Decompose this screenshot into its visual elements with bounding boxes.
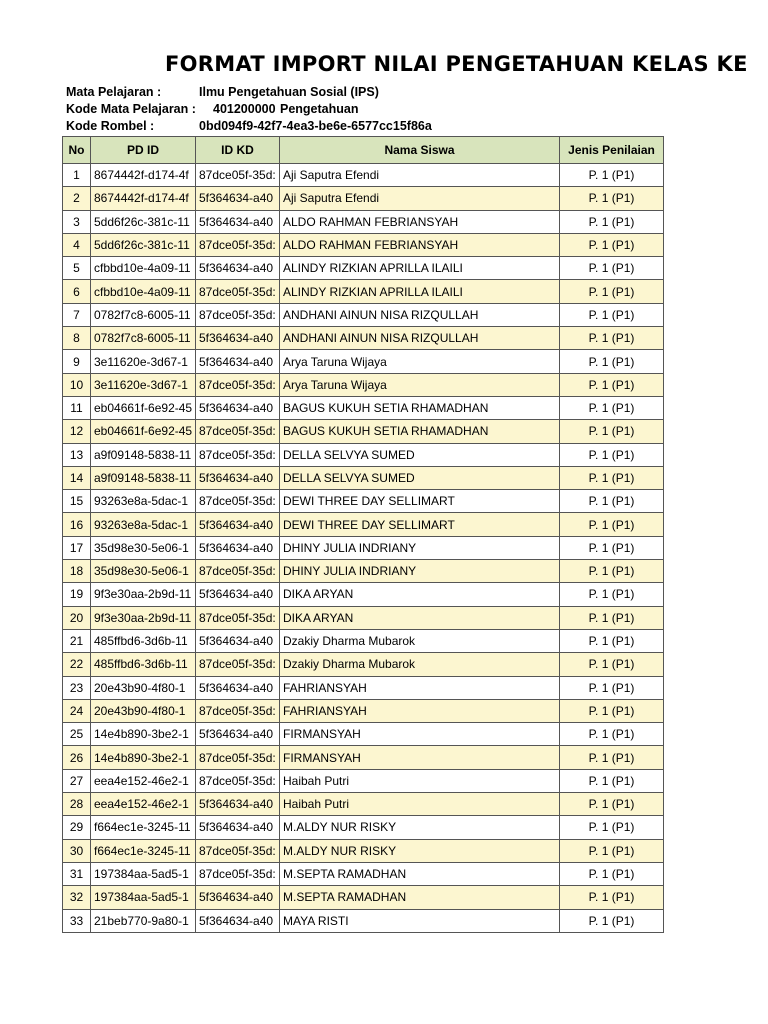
nilai-table [62,136,664,933]
table-row[interactable] [63,909,664,932]
cell-jenis-penilaian[interactable]: P. 1 (P1) [560,793,664,816]
cell-id-kd[interactable]: 5f364634-a40 [196,396,280,419]
col-header-jenis-penilaian: Jenis Penilaian [560,137,664,164]
cell-no[interactable]: 32 [63,886,91,909]
cell-jenis-penilaian[interactable]: P. 1 (P1) [560,909,664,932]
cell-id-kd[interactable]: 5f364634-a40 [196,536,280,559]
cell-nama-siswa[interactable]: DEWI THREE DAY SELLIMART [280,490,560,513]
rombel-label: Kode Rombel : [66,119,155,133]
cell-id-kd[interactable]: 5f364634-a40 [196,793,280,816]
cell-nama-siswa[interactable]: DELLA SELVYA SUMED [280,466,560,489]
cell-pd-id[interactable]: 5dd6f26c-381c-11 [91,233,196,256]
cell-jenis-penilaian[interactable]: P. 1 (P1) [560,862,664,885]
table-row[interactable] [63,303,664,326]
cell-no[interactable]: 27 [63,769,91,792]
cell-no[interactable]: 26 [63,746,91,769]
cell-nama-siswa[interactable]: Aji Saputra Efendi [280,187,560,210]
cell-nama-siswa[interactable]: M.SEPTA RAMADHAN [280,886,560,909]
cell-pd-id[interactable]: 8674442f-d174-4f [91,164,196,187]
cell-pd-id[interactable]: eb04661f-6e92-45 [91,420,196,443]
cell-id-kd[interactable]: 87dce05f-35d: [196,443,280,466]
cell-pd-id[interactable]: 20e43b90-4f80-1 [91,676,196,699]
cell-no[interactable]: 2 [63,187,91,210]
table-row[interactable] [63,233,664,256]
cell-nama-siswa[interactable]: Haibah Putri [280,769,560,792]
cell-pd-id[interactable]: 35d98e30-5e06-1 [91,560,196,583]
cell-jenis-penilaian[interactable]: P. 1 (P1) [560,187,664,210]
cell-pd-id[interactable]: 14e4b890-3be2-1 [91,723,196,746]
cell-no[interactable]: 13 [63,443,91,466]
cell-jenis-penilaian[interactable]: P. 1 (P1) [560,606,664,629]
cell-id-kd[interactable]: 87dce05f-35d: [196,769,280,792]
cell-jenis-penilaian[interactable]: P. 1 (P1) [560,676,664,699]
cell-nama-siswa[interactable]: FIRMANSYAH [280,723,560,746]
cell-no[interactable]: 11 [63,396,91,419]
cell-pd-id[interactable]: 35d98e30-5e06-1 [91,536,196,559]
meta-kode [66,102,359,116]
cell-id-kd[interactable]: 5f364634-a40 [196,187,280,210]
mapel-label: Mata Pelajaran : [66,85,162,99]
cell-no[interactable]: 9 [63,350,91,373]
cell-jenis-penilaian[interactable]: P. 1 (P1) [560,723,664,746]
cell-id-kd[interactable]: 87dce05f-35d: [196,560,280,583]
cell-pd-id[interactable]: 93263e8a-5dac-1 [91,490,196,513]
cell-no[interactable]: 19 [63,583,91,606]
cell-pd-id[interactable]: 3e11620e-3d67-1 [91,350,196,373]
cell-nama-siswa[interactable]: Dzakiy Dharma Mubarok [280,629,560,652]
cell-pd-id[interactable]: eea4e152-46e2-1 [91,769,196,792]
cell-id-kd[interactable]: 5f364634-a40 [196,723,280,746]
cell-jenis-penilaian[interactable]: P. 1 (P1) [560,257,664,280]
table-row[interactable] [63,862,664,885]
cell-jenis-penilaian[interactable]: P. 1 (P1) [560,513,664,536]
cell-jenis-penilaian[interactable]: P. 1 (P1) [560,886,664,909]
cell-nama-siswa[interactable]: ALDO RAHMAN FEBRIANSYAH [280,233,560,256]
cell-no[interactable]: 6 [63,280,91,303]
cell-nama-siswa[interactable]: ANDHANI AINUN NISA RIZQULLAH [280,327,560,350]
cell-id-kd[interactable]: 87dce05f-35d: [196,490,280,513]
cell-jenis-penilaian[interactable]: P. 1 (P1) [560,839,664,862]
table-row[interactable] [63,490,664,513]
cell-jenis-penilaian[interactable]: P. 1 (P1) [560,746,664,769]
table-row[interactable] [63,793,664,816]
cell-pd-id[interactable]: 20e43b90-4f80-1 [91,699,196,722]
col-header-id-kd: ID KD [196,137,280,164]
cell-pd-id[interactable]: 9f3e30aa-2b9d-11 [91,583,196,606]
table-row[interactable] [63,583,664,606]
cell-pd-id[interactable]: f664ec1e-3245-11 [91,816,196,839]
cell-no[interactable]: 31 [63,862,91,885]
cell-nama-siswa[interactable]: M.ALDY NUR RISKY [280,816,560,839]
cell-id-kd[interactable]: 87dce05f-35d: [196,280,280,303]
cell-jenis-penilaian[interactable]: P. 1 (P1) [560,303,664,326]
cell-jenis-penilaian[interactable]: P. 1 (P1) [560,280,664,303]
mapel-value: Ilmu Pengetahuan Sosial (IPS) [199,85,379,99]
col-header-nama-siswa: Nama Siswa [280,137,560,164]
table-row[interactable] [63,769,664,792]
cell-jenis-penilaian[interactable]: P. 1 (P1) [560,629,664,652]
kode-label: Kode Mata Pelajaran : [66,102,196,116]
cell-pd-id[interactable]: a9f09148-5838-11 [91,443,196,466]
cell-pd-id[interactable]: 93263e8a-5dac-1 [91,513,196,536]
cell-no[interactable]: 29 [63,816,91,839]
table-row[interactable] [63,746,664,769]
cell-nama-siswa[interactable]: Dzakiy Dharma Mubarok [280,653,560,676]
cell-nama-siswa[interactable]: ALINDY RIZKIAN APRILLA ILAILI [280,280,560,303]
cell-id-kd[interactable]: 87dce05f-35d: [196,420,280,443]
cell-id-kd[interactable]: 5f364634-a40 [196,466,280,489]
cell-pd-id[interactable]: 8674442f-d174-4f [91,187,196,210]
table-row[interactable] [63,560,664,583]
cell-no[interactable]: 16 [63,513,91,536]
cell-nama-siswa[interactable]: DHINY JULIA INDRIANY [280,536,560,559]
cell-pd-id[interactable]: 0782f7c8-6005-11 [91,303,196,326]
cell-jenis-penilaian[interactable]: P. 1 (P1) [560,466,664,489]
cell-jenis-penilaian[interactable]: P. 1 (P1) [560,396,664,419]
cell-pd-id[interactable]: cfbbd10e-4a09-11 [91,280,196,303]
cell-id-kd[interactable]: 5f364634-a40 [196,210,280,233]
cell-jenis-penilaian[interactable]: P. 1 (P1) [560,233,664,256]
cell-nama-siswa[interactable]: MAYA RISTI [280,909,560,932]
table-row[interactable] [63,257,664,280]
table-row[interactable] [63,210,664,233]
cell-id-kd[interactable]: 87dce05f-35d: [196,653,280,676]
table-row[interactable] [63,699,664,722]
table-row[interactable] [63,886,664,909]
cell-nama-siswa[interactable]: ALINDY RIZKIAN APRILLA ILAILI [280,257,560,280]
table-row[interactable] [63,420,664,443]
cell-pd-id[interactable]: eea4e152-46e2-1 [91,793,196,816]
cell-nama-siswa[interactable]: Arya Taruna Wijaya [280,350,560,373]
cell-pd-id[interactable]: 14e4b890-3be2-1 [91,746,196,769]
table-row[interactable] [63,187,664,210]
table-row[interactable] [63,839,664,862]
cell-jenis-penilaian[interactable]: P. 1 (P1) [560,350,664,373]
cell-pd-id[interactable]: 485ffbd6-3d6b-11 [91,629,196,652]
table-row[interactable] [63,653,664,676]
table-row[interactable] [63,327,664,350]
table-row[interactable] [63,396,664,419]
cell-id-kd[interactable]: 87dce05f-35d: [196,373,280,396]
cell-nama-siswa[interactable]: M.ALDY NUR RISKY [280,839,560,862]
cell-jenis-penilaian[interactable]: P. 1 (P1) [560,699,664,722]
table-row[interactable] [63,280,664,303]
cell-nama-siswa[interactable]: DIKA ARYAN [280,583,560,606]
cell-jenis-penilaian[interactable]: P. 1 (P1) [560,420,664,443]
table-row[interactable] [63,816,664,839]
cell-no[interactable]: 8 [63,327,91,350]
cell-no[interactable]: 24 [63,699,91,722]
cell-jenis-penilaian[interactable]: P. 1 (P1) [560,536,664,559]
cell-id-kd[interactable]: 5f364634-a40 [196,909,280,932]
cell-jenis-penilaian[interactable]: P. 1 (P1) [560,373,664,396]
cell-nama-siswa[interactable]: DELLA SELVYA SUMED [280,443,560,466]
cell-id-kd[interactable]: 87dce05f-35d: [196,164,280,187]
cell-nama-siswa[interactable]: DEWI THREE DAY SELLIMART [280,513,560,536]
cell-id-kd[interactable]: 5f364634-a40 [196,629,280,652]
cell-pd-id[interactable]: 21beb770-9a80-1 [91,909,196,932]
table-header-row [63,137,664,164]
cell-id-kd[interactable]: 87dce05f-35d: [196,699,280,722]
cell-id-kd[interactable]: 5f364634-a40 [196,886,280,909]
cell-id-kd[interactable]: 87dce05f-35d: [196,746,280,769]
cell-id-kd[interactable]: 5f364634-a40 [196,676,280,699]
cell-no[interactable]: 33 [63,909,91,932]
cell-nama-siswa[interactable]: M.SEPTA RAMADHAN [280,862,560,885]
table-row[interactable] [63,443,664,466]
table-row[interactable] [63,373,664,396]
cell-no[interactable]: 23 [63,676,91,699]
cell-nama-siswa[interactable]: BAGUS KUKUH SETIA RHAMADHAN [280,396,560,419]
table-row[interactable] [63,513,664,536]
cell-no[interactable]: 3 [63,210,91,233]
cell-no[interactable]: 12 [63,420,91,443]
cell-id-kd[interactable]: 5f364634-a40 [196,583,280,606]
cell-pd-id[interactable]: 485ffbd6-3d6b-11 [91,653,196,676]
cell-pd-id[interactable]: a9f09148-5838-11 [91,466,196,489]
cell-nama-siswa[interactable]: FIRMANSYAH [280,746,560,769]
cell-pd-id[interactable]: eb04661f-6e92-45 [91,396,196,419]
cell-jenis-penilaian[interactable]: P. 1 (P1) [560,443,664,466]
kode-type: Pengetahuan [280,102,359,116]
table-row[interactable] [63,606,664,629]
cell-jenis-penilaian[interactable]: P. 1 (P1) [560,816,664,839]
cell-no[interactable]: 14 [63,466,91,489]
cell-id-kd[interactable]: 87dce05f-35d: [196,303,280,326]
cell-jenis-penilaian[interactable]: P. 1 (P1) [560,560,664,583]
cell-id-kd[interactable]: 5f364634-a40 [196,816,280,839]
cell-nama-siswa[interactable]: ALDO RAHMAN FEBRIANSYAH [280,210,560,233]
cell-jenis-penilaian[interactable]: P. 1 (P1) [560,653,664,676]
cell-jenis-penilaian[interactable]: P. 1 (P1) [560,490,664,513]
table-body [63,164,664,933]
cell-nama-siswa[interactable]: FAHRIANSYAH [280,699,560,722]
cell-no[interactable]: 1 [63,164,91,187]
cell-nama-siswa[interactable]: ANDHANI AINUN NISA RIZQULLAH [280,303,560,326]
cell-no[interactable]: 10 [63,373,91,396]
cell-no[interactable]: 20 [63,606,91,629]
cell-pd-id[interactable]: 0782f7c8-6005-11 [91,327,196,350]
cell-id-kd[interactable]: 5f364634-a40 [196,257,280,280]
col-header-pd-id: PD ID [91,137,196,164]
rombel-value: 0bd094f9-42f7-4ea3-be6e-6577cc15f86a [199,119,432,133]
meta-rombel [66,119,432,133]
cell-jenis-penilaian[interactable]: P. 1 (P1) [560,327,664,350]
table-row[interactable] [63,164,664,187]
cell-nama-siswa[interactable]: Aji Saputra Efendi [280,164,560,187]
cell-no[interactable]: 5 [63,257,91,280]
cell-jenis-penilaian[interactable]: P. 1 (P1) [560,164,664,187]
cell-pd-id[interactable]: 197384aa-5ad5-1 [91,862,196,885]
cell-no[interactable]: 25 [63,723,91,746]
cell-pd-id[interactable]: 197384aa-5ad5-1 [91,886,196,909]
cell-id-kd[interactable]: 5f364634-a40 [196,350,280,373]
cell-nama-siswa[interactable]: Haibah Putri [280,793,560,816]
cell-no[interactable]: 28 [63,793,91,816]
cell-nama-siswa[interactable]: FAHRIANSYAH [280,676,560,699]
meta-mapel [66,85,379,99]
cell-id-kd[interactable]: 87dce05f-35d: [196,839,280,862]
cell-nama-siswa[interactable]: BAGUS KUKUH SETIA RHAMADHAN [280,420,560,443]
page-title: FORMAT IMPORT NILAI PENGETAHUAN KELAS KE [165,52,748,76]
cell-pd-id[interactable]: 9f3e30aa-2b9d-11 [91,606,196,629]
cell-pd-id[interactable]: 5dd6f26c-381c-11 [91,210,196,233]
cell-jenis-penilaian[interactable]: P. 1 (P1) [560,210,664,233]
table-row[interactable] [63,676,664,699]
cell-id-kd[interactable]: 5f364634-a40 [196,327,280,350]
cell-jenis-penilaian[interactable]: P. 1 (P1) [560,769,664,792]
cell-no[interactable]: 7 [63,303,91,326]
kode-value: 401200000 [213,102,276,116]
cell-no[interactable]: 15 [63,490,91,513]
table-row[interactable] [63,629,664,652]
cell-id-kd[interactable]: 87dce05f-35d: [196,233,280,256]
table-row[interactable] [63,350,664,373]
table-row[interactable] [63,536,664,559]
table-row[interactable] [63,723,664,746]
cell-jenis-penilaian[interactable]: P. 1 (P1) [560,583,664,606]
cell-no[interactable]: 4 [63,233,91,256]
cell-no[interactable]: 17 [63,536,91,559]
cell-no[interactable]: 18 [63,560,91,583]
cell-id-kd[interactable]: 5f364634-a40 [196,513,280,536]
cell-no[interactable]: 22 [63,653,91,676]
cell-id-kd[interactable]: 87dce05f-35d: [196,862,280,885]
cell-pd-id[interactable]: cfbbd10e-4a09-11 [91,257,196,280]
cell-pd-id[interactable]: f664ec1e-3245-11 [91,839,196,862]
cell-nama-siswa[interactable]: Arya Taruna Wijaya [280,373,560,396]
table-row[interactable] [63,466,664,489]
cell-nama-siswa[interactable]: DIKA ARYAN [280,606,560,629]
cell-pd-id[interactable]: 3e11620e-3d67-1 [91,373,196,396]
cell-no[interactable]: 21 [63,629,91,652]
cell-no[interactable]: 30 [63,839,91,862]
cell-id-kd[interactable]: 87dce05f-35d: [196,606,280,629]
cell-nama-siswa[interactable]: DHINY JULIA INDRIANY [280,560,560,583]
col-header-no: No [63,137,91,164]
